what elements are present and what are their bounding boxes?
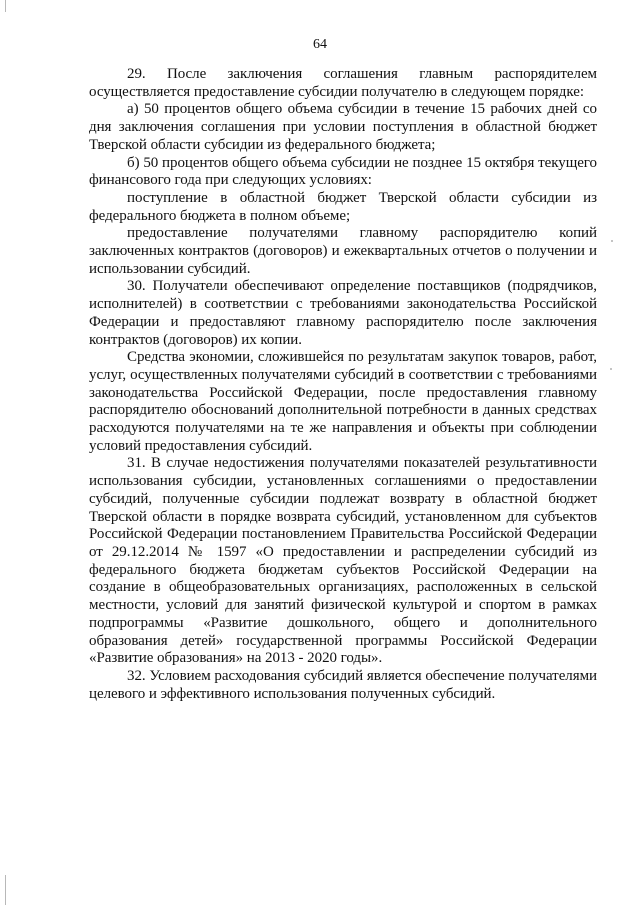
document-body [89, 66, 597, 703]
scan-speck [611, 240, 613, 242]
paragraph-29: 29. После заключения соглашения главным распорядителем осуществляется предоставление субсидии получателю в следующем порядке: [89, 66, 597, 100]
paragraph-31: 31. В случае недостижения получателями показателей результативности использования субсидии, установленных соглашениями о предоставлении субсидий, полученные субсидии подлежат возврату в областной бюджет Тверской области в порядке возврата субсидий, установленном для субъектов Российской Федерации постановлением Правительства Российской Федерации от 29.12.2014 № 1597 «О предоставлении и распределении субсидий из федерального бюджета бюджетам субъектов Российской Федерации на создание в общеобразовательных организациях, расположенных в сельской местности, условий для занятий физической культурой и спортом в рамках подпрограммы «Развитие дошкольного, общего и дополнительного образования детей» государственной программы Российской Федерации «Развитие образования» на 2013 - 2020 годы». [89, 455, 597, 667]
scan-artifact-top [5, 0, 6, 12]
paragraph-29-a: а) 50 процентов общего объема субсидии в течение 15 рабочих дней со дня заключения соглашения при условии поступления в областной бюджет Тверской области субсидии из федерального бюджета; [89, 101, 597, 153]
scan-speck [610, 368, 612, 370]
paragraph-29-b: б) 50 процентов общего объема субсидии не позднее 15 октября текущего финансового года при следующих условиях: [89, 154, 597, 189]
paragraph-savings: Средства экономии, сложившейся по результатам закупок товаров, работ, услуг, осуществленных получателями субсидий в соответствии с требованиями законодательства Российской Федерации, после предоставления главному распорядителю обоснований дополнительной потребности в данных средствах расходуются получателями на те же направления и объекты при соблюдении условий предоставления субсидий. [89, 349, 597, 454]
scan-artifact-bottom [5, 875, 6, 905]
paragraph-condition-1: поступление в областной бюджет Тверской области субсидии из федерального бюджета в полном объеме; [89, 189, 597, 224]
paragraph-32: 32. Условием расходования субсидий является обеспечение получателями целевого и эффективного использования полученных субсидий. [89, 667, 597, 702]
paragraph-condition-2: предоставление получателями главному распорядителю копий заключенных контрактов (договоров) и ежеквартальных отчетов о получении и использовании субсидий. [89, 225, 597, 277]
page-number: 64 [313, 37, 327, 52]
paragraph-30: 30. Получатели обеспечивают определение поставщиков (подрядчиков, исполнителей) в соответствии с требованиями законодательства Российской Федерации и предоставляют главному распорядителю после заключения контрактов (договоров) их копии. [89, 278, 597, 348]
